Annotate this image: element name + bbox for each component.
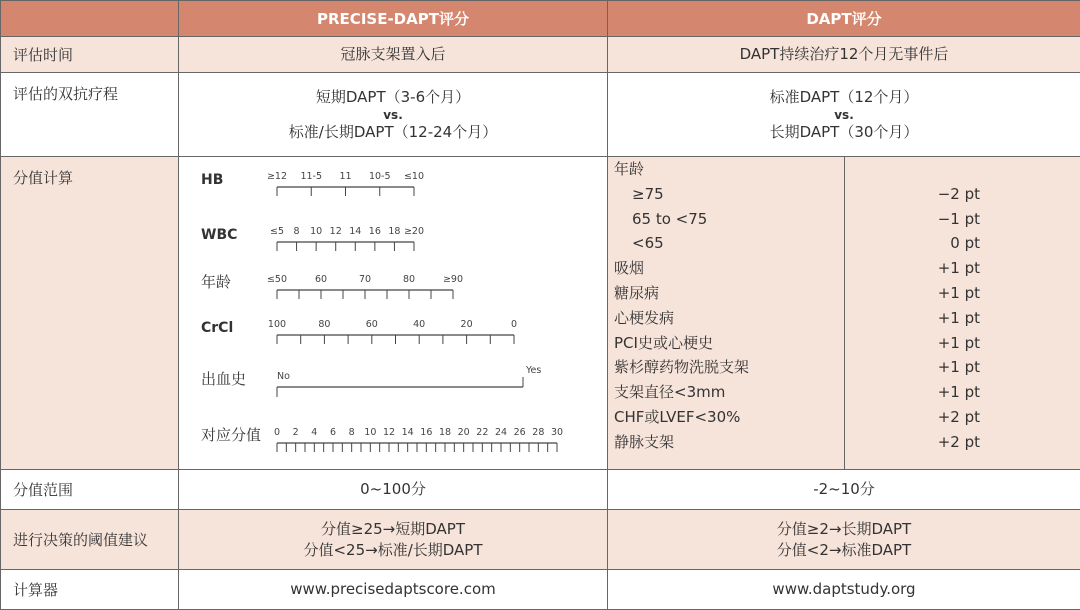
- precise-range: 0~100分: [179, 470, 608, 510]
- dapt-items-cell: [608, 157, 1080, 470]
- scale-label: 11: [339, 171, 351, 182]
- dapt-item-label: 静脉支架: [608, 430, 844, 455]
- dapt-item-label: 65 to <75: [608, 207, 844, 232]
- precise-calculator-link[interactable]: www.precisedaptscore.com: [179, 570, 608, 610]
- scale-label: ≤50: [267, 274, 287, 285]
- scale-name: 对应分值: [201, 426, 261, 444]
- dapt-item-points: −1 pt: [845, 207, 1080, 232]
- row-label: 分值范围: [1, 470, 179, 510]
- scale-label: ≥12: [267, 171, 287, 182]
- dapt-item-label: <65: [608, 231, 844, 256]
- scale-name: CrCl: [201, 320, 233, 336]
- scale-label: 10: [310, 226, 322, 237]
- dapt-item-points: [844, 157, 1080, 469]
- scale-label: ≥90: [443, 274, 463, 285]
- row-label: 评估的双抗疗程: [1, 73, 179, 157]
- scale-label: 6: [330, 427, 336, 438]
- scale-label: 28: [532, 427, 544, 438]
- dapt-item-points: +1 pt: [845, 281, 1080, 306]
- row-label: 评估时间: [1, 37, 179, 73]
- row-threshold: [1, 510, 1080, 570]
- dapt-item-label: 心梗发病: [608, 306, 844, 331]
- scale-label: 100: [268, 319, 286, 330]
- scale-label: 24: [495, 427, 507, 438]
- header-row: [1, 1, 1080, 37]
- row-label: 计算器: [1, 570, 179, 610]
- precise-course: [179, 73, 608, 157]
- dapt-item-points: +1 pt: [845, 256, 1080, 281]
- dapt-threshold: [608, 510, 1080, 570]
- scale-label: 14: [349, 226, 361, 237]
- header-dapt: DAPT评分: [608, 1, 1080, 37]
- scale-label: 14: [402, 427, 414, 438]
- scale-label: 0: [274, 427, 280, 438]
- dapt-item-points: −2 pt: [845, 182, 1080, 207]
- scale-label: ≤5: [270, 226, 284, 237]
- scale-label: 18: [388, 226, 400, 237]
- scale-label: 8: [349, 427, 355, 438]
- header-precise-dapt: PRECISE-DAPT评分: [179, 1, 608, 37]
- course-line: 标准DAPT（12个月）: [608, 87, 1080, 108]
- scale-label: 16: [369, 226, 381, 237]
- scale-label: No: [277, 371, 290, 382]
- row-calculator: [1, 570, 1080, 610]
- scale-label: 26: [514, 427, 526, 438]
- row-calc: [1, 157, 1080, 470]
- scale-name: 出血史: [201, 370, 246, 388]
- dapt-item-points: +1 pt: [845, 306, 1080, 331]
- precise-threshold: [179, 510, 608, 570]
- scale-label: 30: [551, 427, 563, 438]
- row-range: [1, 470, 1080, 510]
- scale-label: 20: [458, 427, 470, 438]
- scale-label: ≥20: [404, 226, 424, 237]
- course-vs: vs.: [179, 108, 607, 122]
- threshold-line: 分值<25→标准/长期DAPT: [179, 540, 607, 561]
- dapt-item-points: +1 pt: [845, 331, 1080, 356]
- scale-name: WBC: [201, 227, 237, 243]
- dapt-item-label: ≥75: [608, 182, 844, 207]
- dapt-item-points: +2 pt: [845, 430, 1080, 455]
- dapt-course: [608, 73, 1080, 157]
- dapt-calculator-link[interactable]: www.daptstudy.org: [608, 570, 1080, 610]
- dapt-item-labels: [608, 157, 844, 469]
- scale-label: 80: [318, 319, 330, 330]
- row-course: [1, 73, 1080, 157]
- dapt-item-points: +2 pt: [845, 405, 1080, 430]
- course-line: 标准/长期DAPT（12-24个月）: [179, 122, 607, 143]
- threshold-line: 分值<2→标准DAPT: [608, 540, 1080, 561]
- scale-label: 16: [420, 427, 432, 438]
- scale-label: 4: [311, 427, 317, 438]
- dapt-item-label: PCI史或心梗史: [608, 331, 844, 356]
- nomogram-svg: [179, 157, 608, 465]
- dapt-items-table: [608, 157, 1080, 469]
- dapt-item-points: [845, 157, 1080, 182]
- row-timing: [1, 37, 1080, 73]
- dapt-item-label: 紫杉醇药物洗脱支架: [608, 355, 844, 380]
- scale-label: 60: [315, 274, 327, 285]
- precise-timing: 冠脉支架置入后: [179, 37, 608, 73]
- course-line: 短期DAPT（3-6个月）: [179, 87, 607, 108]
- scale-label: 8: [294, 226, 300, 237]
- threshold-line: 分值≥2→长期DAPT: [608, 519, 1080, 540]
- row-label: 进行决策的阈值建议: [1, 510, 179, 570]
- course-vs: vs.: [608, 108, 1080, 122]
- scale-label: 12: [330, 226, 342, 237]
- precise-nomogram: [179, 157, 608, 470]
- scale-label: 12: [383, 427, 395, 438]
- scale-name: HB: [201, 172, 223, 188]
- scale-label: 60: [366, 319, 378, 330]
- scale-label: Yes: [525, 365, 541, 376]
- scale-label: 2: [293, 427, 299, 438]
- dapt-item-label: 支架直径<3mm: [608, 380, 844, 405]
- scale-label: 70: [359, 274, 371, 285]
- course-line: 长期DAPT（30个月）: [608, 122, 1080, 143]
- dapt-range: -2~10分: [608, 470, 1080, 510]
- scale-label: 10: [364, 427, 376, 438]
- scale-label: 80: [403, 274, 415, 285]
- dapt-item-label: 年龄: [608, 157, 844, 182]
- dapt-timing: DAPT持续治疗12个月无事件后: [608, 37, 1080, 73]
- dapt-item-label: CHF或LVEF<30%: [608, 405, 844, 430]
- header-empty: [1, 1, 179, 37]
- scale-label: 40: [413, 319, 425, 330]
- scale-label: 11-5: [300, 171, 322, 182]
- row-label: 分值计算: [1, 157, 179, 470]
- scale-label: 22: [476, 427, 488, 438]
- scale-label: 20: [461, 319, 473, 330]
- dapt-item-points: +1 pt: [845, 380, 1080, 405]
- dapt-item-label: 吸烟: [608, 256, 844, 281]
- dapt-item-points: +1 pt: [845, 355, 1080, 380]
- scale-label: ≤10: [404, 171, 424, 182]
- dapt-item-points: 0 pt: [845, 231, 1080, 256]
- dapt-item-label: 糖尿病: [608, 281, 844, 306]
- scale-name: 年龄: [201, 273, 231, 291]
- threshold-line: 分值≥25→短期DAPT: [179, 519, 607, 540]
- scale-label: 10-5: [369, 171, 391, 182]
- scale-label: 18: [439, 427, 451, 438]
- scale-label: 0: [511, 319, 517, 330]
